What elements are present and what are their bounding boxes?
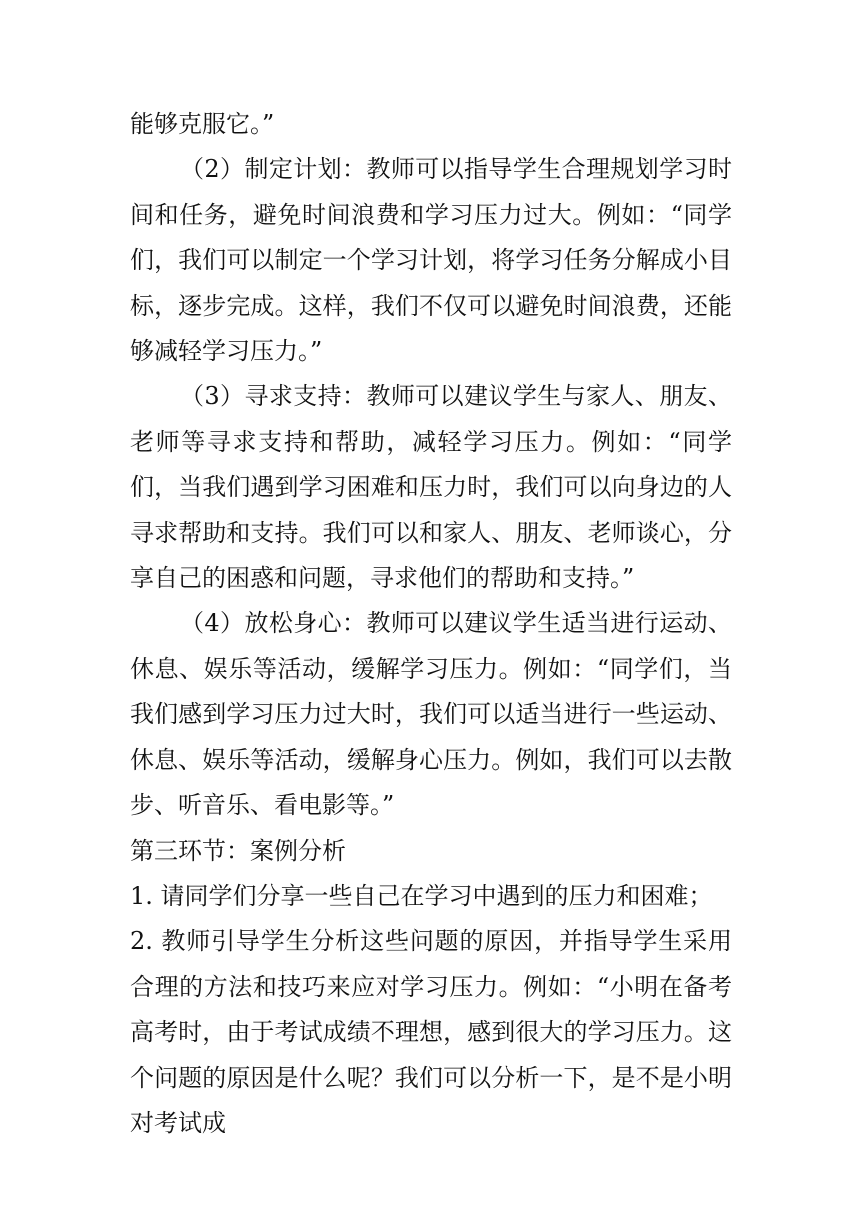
paragraph-relax: （4）放松身心：教师可以建议学生适当进行运动、休息、娱乐等活动，缓解学习压力。例如：“同学们，当我们感到学习压力过大时，我们可以适当进行一些运动、休息、娱乐等活动，缓解身心压力。例如，我们可以去散步、听音乐、看电影等。”	[130, 609, 732, 820]
list-item-2: 2. 教师引导学生分析这些问题的原因，并指导学生采用合理的方法和技巧来应对学习压力。例如：“小明在备考高考时，由于考试成绩不理想，感到很大的学习压力。这个问题的原因是什么呢？我们可以分析一下，是不是小明对考试成	[130, 927, 732, 1137]
paragraph-continuation: 能够克服它。”	[130, 110, 275, 138]
list-item-1: 1. 请同学们分享一些自己在学习中遇到的压力和困难；	[130, 881, 713, 910]
paragraph-make-plan: （2）制定计划：教师可以指导学生合理规划学习时间和任务，避免时间浪费和学习压力过大。例如：“同学们，我们可以制定一个学习计划，将学习任务分解成小目标，逐步完成。这样，我们不仅可以避免时间浪费，还能够减轻学习压力。”	[130, 155, 732, 366]
document-body	[130, 102, 732, 1146]
section-heading-case-analysis: 第三环节：案例分析	[130, 836, 346, 865]
paragraph-seek-support: （3）寻求支持：教师可以建议学生与家人、朋友、老师等寻求支持和帮助，减轻学习压力。例如：“同学们，当我们遇到学习困难和压力时，我们可以向身边的人寻求帮助和支持。我们可以和家人、朋友、老师谈心，分享自己的困惑和问题，寻求他们的帮助和支持。”	[130, 382, 732, 593]
